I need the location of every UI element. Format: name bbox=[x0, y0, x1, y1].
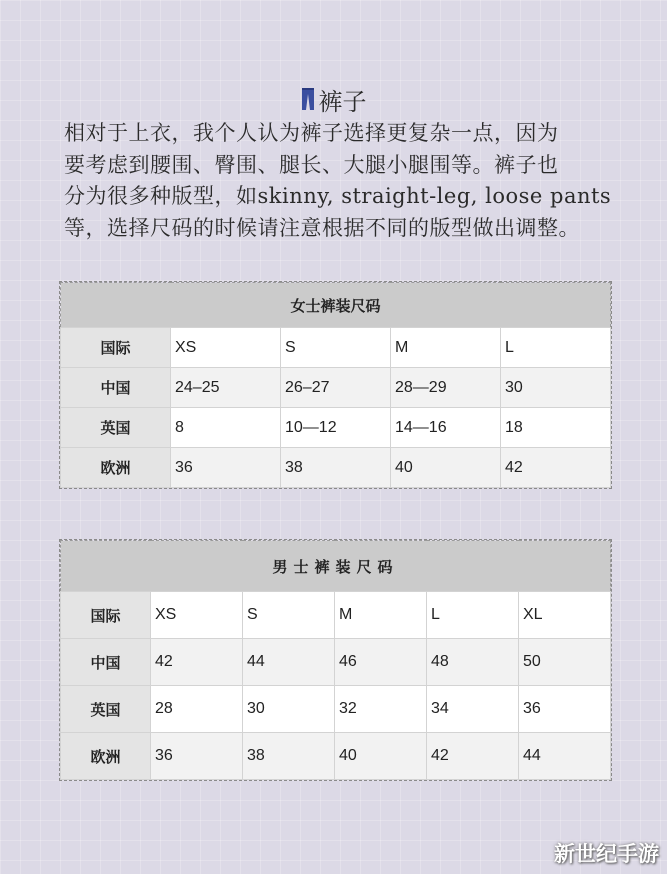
table-cell: 28 bbox=[151, 686, 243, 733]
intro-line: 分为很多种版型，如skinny, straight-leg, loose pants bbox=[64, 184, 612, 208]
table-row bbox=[61, 733, 611, 780]
table-cell: 10—12 bbox=[281, 408, 391, 448]
table-row bbox=[61, 448, 611, 488]
table-cell: 14—16 bbox=[391, 408, 501, 448]
men-size-table bbox=[60, 540, 611, 780]
women-size-table bbox=[60, 282, 611, 488]
table-cell: L bbox=[501, 328, 611, 368]
row-label: 英国 bbox=[61, 408, 171, 448]
table-cell: 36 bbox=[171, 448, 281, 488]
table-cell: 26–27 bbox=[281, 368, 391, 408]
table-row bbox=[61, 592, 611, 639]
table-row bbox=[61, 368, 611, 408]
table-cell: 30 bbox=[243, 686, 335, 733]
table-row bbox=[61, 408, 611, 448]
row-label: 国际 bbox=[61, 328, 171, 368]
table-cell: 44 bbox=[519, 733, 611, 780]
row-label: 欧洲 bbox=[61, 448, 171, 488]
table-cell: 28—29 bbox=[391, 368, 501, 408]
table-cell: 40 bbox=[391, 448, 501, 488]
row-label: 英国 bbox=[61, 686, 151, 733]
table-cell: 46 bbox=[335, 639, 427, 686]
table-cell: L bbox=[427, 592, 519, 639]
table-cell: S bbox=[243, 592, 335, 639]
watermark-logo: 新世纪手游 bbox=[554, 842, 659, 866]
table-cell: 42 bbox=[151, 639, 243, 686]
table-cell: 18 bbox=[501, 408, 611, 448]
table-cell: 50 bbox=[519, 639, 611, 686]
table-cell: 24–25 bbox=[171, 368, 281, 408]
intro-line: 等，选择尺码的时候请注意根据不同的版型做出调整。 bbox=[64, 215, 580, 240]
table-cell: 36 bbox=[519, 686, 611, 733]
table-cell: XL bbox=[519, 592, 611, 639]
heading-title: 裤子 bbox=[318, 87, 367, 116]
table-cell: 38 bbox=[281, 448, 391, 488]
row-label: 中国 bbox=[61, 639, 151, 686]
table-cell: 44 bbox=[243, 639, 335, 686]
table-cell: 38 bbox=[243, 733, 335, 780]
table-cell: 42 bbox=[427, 733, 519, 780]
pants-icon bbox=[301, 88, 315, 110]
table-cell: 34 bbox=[427, 686, 519, 733]
men-table-title: 男士裤装尺码 bbox=[61, 541, 611, 592]
table-row bbox=[61, 328, 611, 368]
table-cell: 36 bbox=[151, 733, 243, 780]
section-heading bbox=[0, 84, 667, 114]
table-row bbox=[61, 639, 611, 686]
table-cell: XS bbox=[151, 592, 243, 639]
women-table-title: 女士裤装尺码 bbox=[61, 283, 611, 328]
row-label: 中国 bbox=[61, 368, 171, 408]
intro-line: 相对于上衣，我个人认为裤子选择更复杂一点，因为 bbox=[64, 121, 559, 145]
table-cell: S bbox=[281, 328, 391, 368]
table-cell: XS bbox=[171, 328, 281, 368]
table-cell: 42 bbox=[501, 448, 611, 488]
table-cell: 32 bbox=[335, 686, 427, 733]
intro-line: 要考虑到腰围、臀围、腿长、大腿小腿围等。裤子也 bbox=[64, 152, 559, 177]
table-cell: 8 bbox=[171, 408, 281, 448]
row-label: 欧洲 bbox=[61, 733, 151, 780]
table-cell: M bbox=[335, 592, 427, 639]
table-cell: 40 bbox=[335, 733, 427, 780]
table-row bbox=[61, 686, 611, 733]
row-label: 国际 bbox=[61, 592, 151, 639]
table-cell: 30 bbox=[501, 368, 611, 408]
intro-paragraph bbox=[64, 118, 624, 244]
table-cell: M bbox=[391, 328, 501, 368]
table-cell: 48 bbox=[427, 639, 519, 686]
